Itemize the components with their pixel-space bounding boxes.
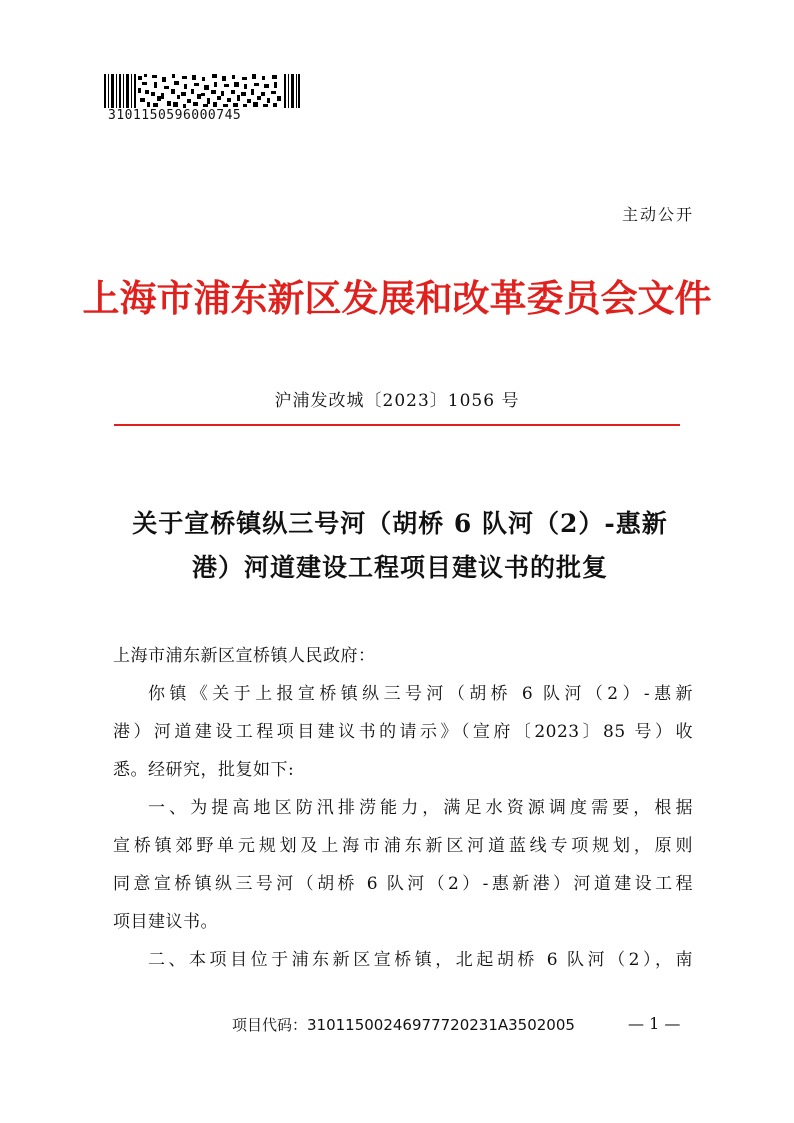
document-number: 沪浦发改城〔2023〕1056 号 bbox=[274, 391, 520, 411]
body-paragraph-line: 宣桥镇郊野单元规划及上海市浦东新区河道蓝线专项规划，原则 bbox=[113, 836, 693, 856]
body-paragraph-line: 你镇《关于上报宣桥镇纵三号河（胡桥 6 队河（2）-惠新 bbox=[148, 684, 693, 704]
barcode-number: 3101150596000745 bbox=[108, 108, 242, 123]
body-paragraph-line: 同意宣桥镇纵三号河（胡桥 6 队河（2）-惠新港）河道建设工程 bbox=[113, 874, 693, 894]
document-title-line-1: 关于宣桥镇纵三号河（胡桥 6 队河（2）-惠新 bbox=[132, 509, 668, 538]
body-paragraph-line: 二、本项目位于浦东新区宣桥镇，北起胡桥 6 队河（2），南 bbox=[148, 950, 693, 970]
body-paragraph-line: 悉。经研究，批复如下: bbox=[113, 760, 295, 780]
page-number: — 1 — bbox=[628, 1014, 681, 1033]
red-separator-line bbox=[114, 424, 680, 426]
document-title-line-2: 港）河道建设工程项目建议书的批复 bbox=[191, 553, 608, 582]
project-code: 项目代码：31011500246977720231A3502005 bbox=[232, 1016, 575, 1034]
addressee-line: 上海市浦东新区宣桥镇人民政府： bbox=[113, 646, 376, 666]
barcode-image bbox=[104, 74, 300, 108]
body-paragraph-line: 港）河道建设工程项目建议书的请示》（宣府〔2023〕85 号）收 bbox=[113, 722, 693, 742]
body-paragraph-line: 一、为提高地区防汛排涝能力，满足水资源调度需要，根据 bbox=[148, 798, 693, 818]
disclosure-label: 主动公开 bbox=[621, 205, 694, 224]
issuer-title: 上海市浦东新区发展和改革委员会文件 bbox=[82, 276, 712, 320]
body-paragraph-line: 项目建议书。 bbox=[113, 912, 218, 932]
